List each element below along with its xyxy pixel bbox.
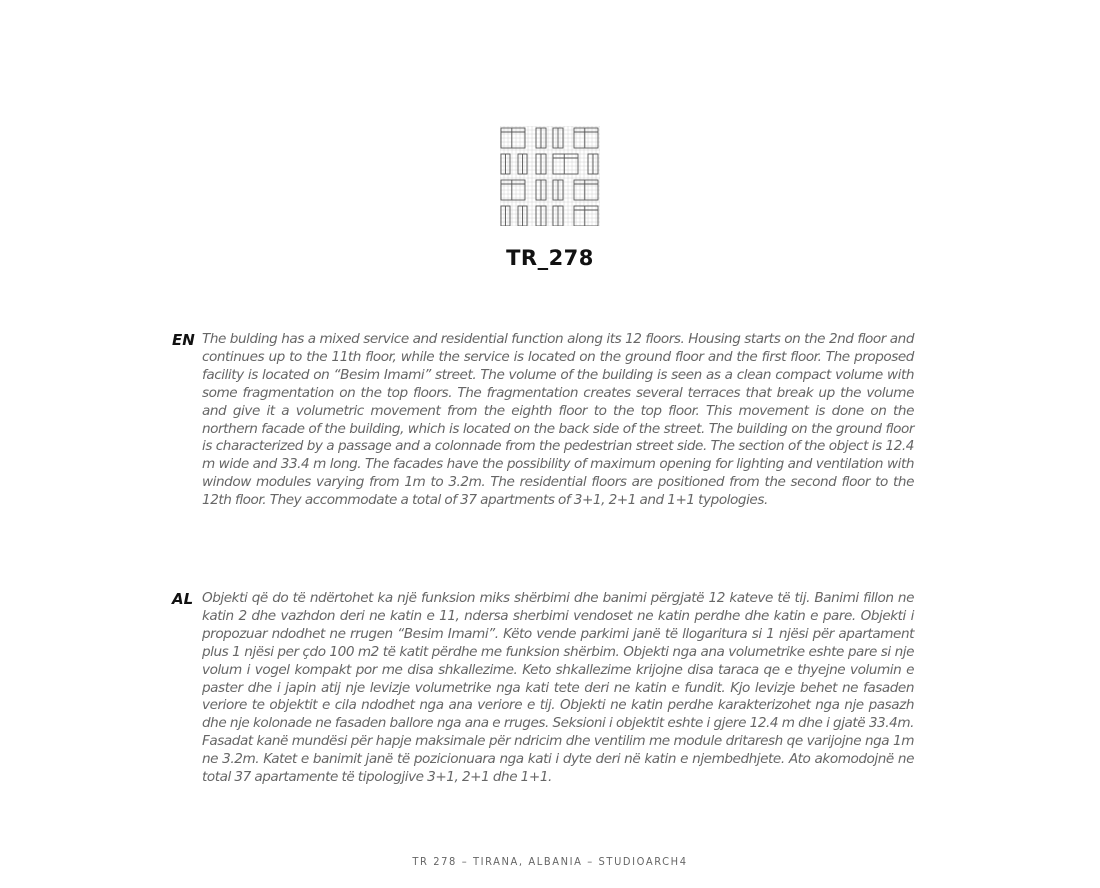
page-footer: TR 278 – TIRANA, ALBANIA – STUDIOARCH4 bbox=[412, 855, 688, 868]
description-text-al: Objekti që do të ndërtohet ka një funksion miks shërbimi dhe banimi përgjatë 12 kateve të tij. Banimi fillon ne katin 2 dhe vazhdon deri ne katin e 11, ndersa sherbimi vendoset ne katin perdhe dhe katin e pare. Objekti i propozuar ndodhet ne rrugen “Besim Imami”. Këto vende parkimi janë të llogaritura si 1 njësi për apartament plus 1 njësi per çdo 100 m2 të katit përdhe me funksion shërbim. Objekti nga ana volumetrike eshte pare si nje volum i vogel kompakt por me disa shkallezime. Keto shkallezime krijojne disa taraca qe e thyejne volumin e paster dhe i japin atij nje levizje volumetrike nga kati tete deri ne katin e fundit. Kjo levizje behet ne fasaden veriore te objektit e cila ndodhet nga ana veriore e tij. Objekti ne katin perdhe karakterizohet nga nje pasazh dhe nje kolonade ne fasaden ballore nga ana e rruges. Seksioni i objektit eshte i gjere 12.4 m dhe i gjatë 33.4m. Fasadat kanë mundësi për hapje maksimale për ndricim dhe ventilim me module dritaresh qe varijojne nga 1m ne 3.2m. Katet e banimit janë të pozicionuara nga kati i dyte deri në katin e njembedhjete. Ato akomodojnë ne total 37 apartamente të tipologjive 3+1, 2+1 dhe 1+1. bbox=[202, 590, 914, 786]
page-title: TR_278 bbox=[506, 246, 594, 270]
language-label-en: EN bbox=[172, 331, 195, 349]
facade-drawing bbox=[500, 126, 600, 226]
description-al bbox=[172, 590, 914, 787]
language-label-al: AL bbox=[172, 590, 194, 608]
description-text-en: The bulding has a mixed service and residential function along its 12 floors. Housing starts on the 2nd floor and continues up to the 11th floor, while the service is located on the ground floor and the first floor. The proposed facility is located on “Besim Imami” street. The volume of the building is seen as a clean compact volume with some fragmentation on the top floors. The fragmentation creates several terraces that break up the volume and give it a volumetric movement from the eighth floor to the top floor. This movement is done on the northern facade of the building, which is located on the back side of the street. The building on the ground floor is characterized by a passage and a colonnade from the pedestrian street side. The section of the object is 12.4 m wide and 33.4 m long. The facades have the possibility of maximum opening for lighting and ventilation with window modules varying from 1m to 3.2m. The residential floors are positioned from the second floor to the 12th floor. They accommodate a total of 37 apartments of 3+1, 2+1 and 1+1 typologies. bbox=[202, 331, 914, 509]
description-en bbox=[172, 331, 914, 510]
building-facade-icon bbox=[500, 126, 600, 226]
